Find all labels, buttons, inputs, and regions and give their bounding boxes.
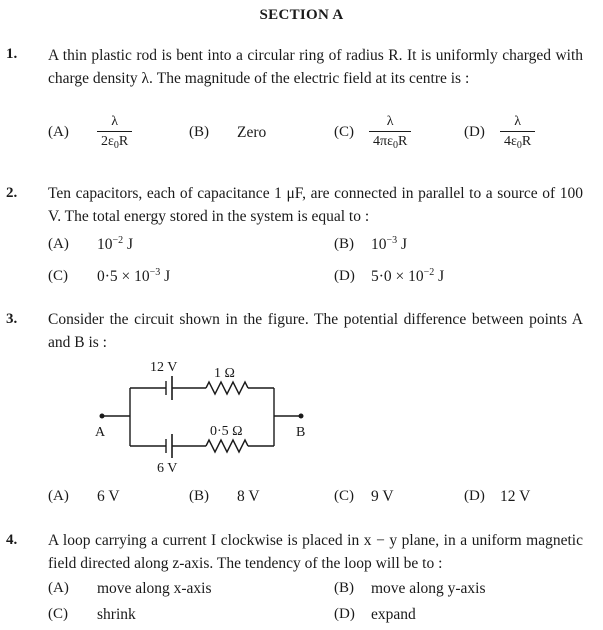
q1-option-a-fraction [97,114,132,150]
q1-option-b-label: (B) [189,124,209,140]
q1-option-c-denominator: $4\pi\varepsilon_0R$ [373,134,408,151]
circuit-diagram [90,352,320,480]
q3-option-a-text: 6 V [97,488,120,505]
q4-option-b-label: (B) [334,580,354,596]
q2-option-b-label: (B) [334,236,354,252]
q3-option-c-label: (C) [334,488,354,504]
q4-option-c-label: (C) [48,606,68,622]
q1-option-d-label: (D) [464,124,485,140]
q1-option-a-numerator: λ [111,114,119,129]
question-2-text: Ten capacitors, each of capacitance 1 μF, are connected in parallel to a source of 100 V. The total energy stored in the system is equal to : [48,185,583,225]
q3-option-b-label: (B) [189,488,209,504]
q3-option-d-text: 12 V [500,488,531,505]
q1-option-b-text: Zero [237,124,267,141]
question-4-text: A loop carrying a current I clockwise is placed in x − y plane, in a uniform magnetic field directed along z-axis. The tendency of the loop will be to : [48,532,583,572]
q1-option-d-numerator: λ [514,114,522,129]
q4-option-a-text: move along x-axis [97,580,212,597]
point-a-label: A [95,425,106,440]
top-battery-label: 12 V [150,360,178,375]
q1-option-c-label: (C) [334,124,354,140]
q4-option-d-label: (D) [334,606,355,622]
q2-option-b-value: $10^{-3}$ J [371,235,408,253]
point-a-terminal [100,414,105,419]
question-1-number: 1. [6,46,18,62]
point-b-terminal [299,414,304,419]
q4-option-c-text: shrink [97,606,136,623]
section-title: SECTION A [259,7,344,23]
q1-option-d-fraction [500,114,535,150]
top-resistor-label: 1 Ω [214,366,235,381]
question-3-number: 3. [6,311,18,327]
q2-option-c-label: (C) [48,268,68,284]
question-2-number: 2. [6,185,18,201]
q4-option-a-label: (A) [48,580,69,596]
question-1-text: A thin plastic rod is bent into a circular ring of radius R. It is uniformly charged with charge density λ. The magnitude of the electric field at its centre is : [48,47,583,87]
q1-option-a-label: (A) [48,124,69,140]
q1-option-c-numerator: λ [386,114,394,129]
q1-option-a-denominator: $2\varepsilon_0R$ [101,134,129,151]
q2-option-a-label: (A) [48,236,69,252]
question-3-text: Consider the circuit shown in the figure. The potential difference between points A and B is : [48,311,583,351]
q3-option-c-text: 9 V [371,488,394,505]
q2-option-a-value: $10^{-2}$ J [97,235,134,253]
point-b-label: B [296,425,306,440]
q2-option-d-value: $5\cdot 0 \times 10^{-2}$ J [371,267,445,285]
q4-option-b-text: move along y-axis [371,580,486,597]
bottom-resistor-label: 0·5 Ω [210,424,243,439]
q4-option-d-text: expand [371,606,416,623]
q1-option-c-fraction [369,114,411,150]
q1-option-d-denominator: $4\varepsilon_0R$ [504,134,532,151]
q2-option-d-label: (D) [334,268,355,284]
q3-option-b-text: 8 V [237,488,260,505]
q3-option-a-label: (A) [48,488,69,504]
question-4-number: 4. [6,532,18,548]
q2-option-c-value: $0\cdot 5 \times 10^{-3}$ J [97,267,171,285]
bottom-battery-label: 6 V [157,461,178,476]
q3-option-d-label: (D) [464,488,485,504]
